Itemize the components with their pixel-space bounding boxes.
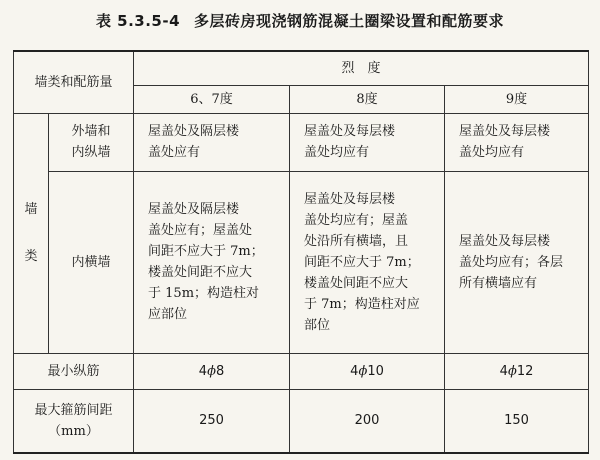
max-stirrup-9: 150 (445, 389, 589, 453)
cell-line: 间距不应大于 7m； (148, 244, 264, 259)
cell-line: 应部位 (148, 307, 188, 322)
cell-exterior-8 (290, 113, 445, 171)
cell-line: 盖处均应有；各层 (459, 254, 564, 270)
cell-line: 部位 (304, 317, 331, 333)
bar-size: 12 (516, 363, 534, 379)
max-stirrup-label-line: （mm） (48, 423, 99, 439)
cell-line: 间距不应大于 7m； (304, 254, 420, 270)
cell-line: 屋盖处及隔层楼 (148, 124, 240, 139)
max-stirrup-6-7: 250 (134, 389, 290, 453)
bar-count: 4 (350, 363, 359, 379)
intensity-col-8: 8度 (290, 85, 445, 113)
cell-exterior-9 (445, 113, 589, 171)
intensity-header: 烈 度 (134, 51, 589, 85)
max-stirrup-label (14, 389, 134, 453)
cell-line: 盖处均应有；屋盖 (304, 212, 409, 228)
bar-count: 4 (198, 363, 208, 379)
bar-symbol: ϕ (507, 363, 517, 379)
row-label-line: 内纵墙 (71, 145, 111, 160)
table-title: 多层砖房现浇钢筋混凝土圈梁设置和配筋要求 (194, 12, 505, 30)
wall-group-char-1: 墙 (24, 202, 38, 217)
cell-line: 盖处均应有 (304, 145, 370, 160)
cell-line: 屋盖处及隔层楼 (148, 202, 240, 217)
max-stirrup-8: 200 (290, 389, 445, 453)
cell-line: 楼盖处间距不应大 (304, 275, 409, 291)
bar-size: 8 (215, 363, 225, 379)
cell-line: 于 7m；构造柱对应 (304, 296, 420, 312)
reinforcement-table (13, 50, 589, 454)
intensity-col-9: 9度 (445, 85, 589, 113)
bar-symbol: ϕ (358, 363, 368, 379)
corner-header: 墙类和配筋量 (14, 51, 134, 113)
cell-line: 楼盖处间距不应大 (148, 265, 253, 280)
bar-symbol: ϕ (207, 363, 216, 379)
cell-line: 屋盖处及每层楼 (459, 124, 551, 139)
cell-line: 盖处应有 (148, 145, 201, 160)
row-label-interior: 内横墙 (49, 171, 134, 353)
cell-line: 盖处应有；屋盖处 (148, 223, 253, 238)
cell-interior-6-7 (134, 171, 290, 353)
cell-line: 盖处均应有 (459, 145, 525, 160)
min-longitudinal-8 (290, 353, 445, 389)
intensity-col-6-7: 6、7度 (134, 85, 290, 113)
min-longitudinal-6-7 (134, 353, 290, 389)
wall-group-char-2: 类 (24, 249, 38, 264)
cell-line: 屋盖处及每层楼 (304, 124, 396, 139)
min-longitudinal-label: 最小纵筋 (14, 353, 134, 389)
min-longitudinal-9 (445, 353, 589, 389)
cell-line: 屋盖处及每层楼 (459, 233, 551, 249)
bar-count: 4 (499, 363, 508, 379)
cell-interior-9 (445, 171, 589, 353)
table-caption (0, 10, 600, 31)
row-label-exterior (49, 113, 134, 171)
cell-line: 于 15m；构造柱对 (148, 286, 260, 301)
max-stirrup-label-line: 最大箍筋间距 (34, 402, 113, 418)
cell-line: 屋盖处及每层楼 (304, 191, 396, 207)
table-number: 表 5.3.5-4 (95, 12, 181, 30)
cell-line: 所有横墙应有 (459, 275, 538, 291)
row-label-line: 外墙和 (71, 124, 111, 139)
cell-line: 处沿所有横墙，且 (304, 233, 409, 249)
wall-group-label (14, 113, 49, 353)
cell-exterior-6-7 (134, 113, 290, 171)
cell-interior-8 (290, 171, 445, 353)
bar-size: 10 (367, 363, 384, 379)
